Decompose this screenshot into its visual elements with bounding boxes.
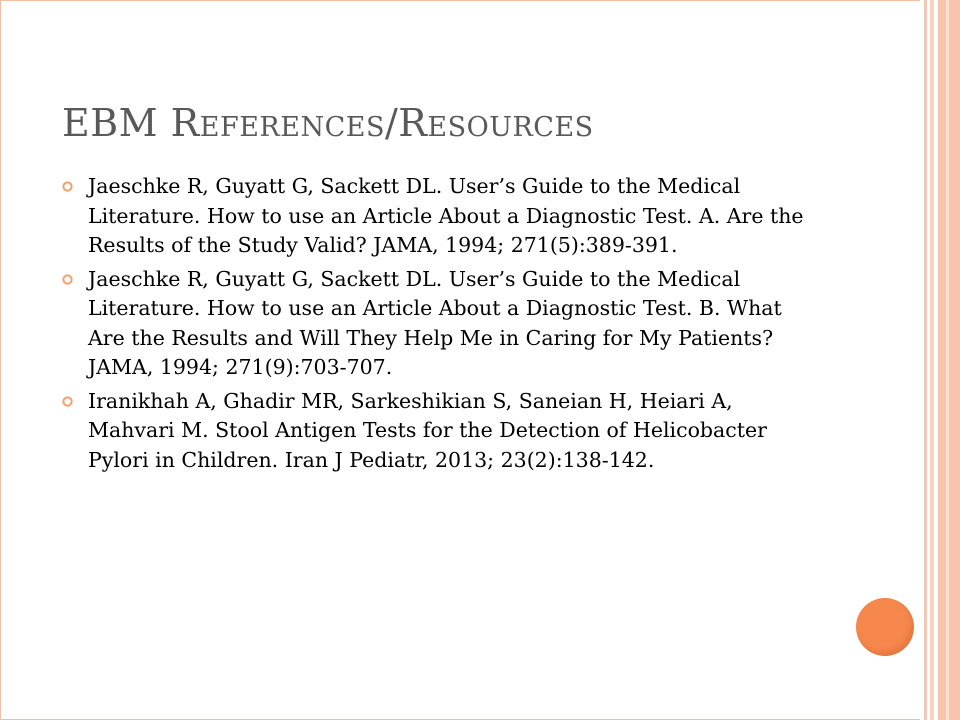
reference-item bbox=[62, 172, 822, 261]
decorative-stripes bbox=[920, 0, 960, 720]
reference-list bbox=[62, 172, 822, 479]
reference-text: Jaeschke R, Guyatt G, Sackett DL. User’s Guide to the Medical Literature. How to use an Article About a Diagnostic Test. B. What Are the Results and Will They Help Me in Caring for My Patients? JAMA, 1994; 271(9):703-707. bbox=[88, 266, 782, 379]
slide-title: EBM References/Resources bbox=[62, 101, 594, 145]
reference-text: Iranikhah A, Ghadir MR, Sarkeshikian S, Saneian H, Heiari A, Mahvari M. Stool Antigen Tests for the Detection of Helicobacter Pylori in Children. Iran J Pediatr, 2013; 23(2):138-142. bbox=[88, 388, 767, 472]
reference-item bbox=[62, 265, 822, 383]
reference-text: Jaeschke R, Guyatt G, Sackett DL. User’s Guide to the Medical Literature. How to use an Article About a Diagnostic Test. A. Are the Results of the Study Valid? JAMA, 1994; 271(5):389-391. bbox=[88, 174, 804, 257]
reference-item bbox=[62, 387, 822, 476]
decorative-orb bbox=[856, 598, 914, 656]
ring-bullet-icon bbox=[62, 396, 73, 407]
ring-bullet-icon bbox=[62, 181, 73, 192]
ring-bullet-icon bbox=[62, 274, 73, 285]
